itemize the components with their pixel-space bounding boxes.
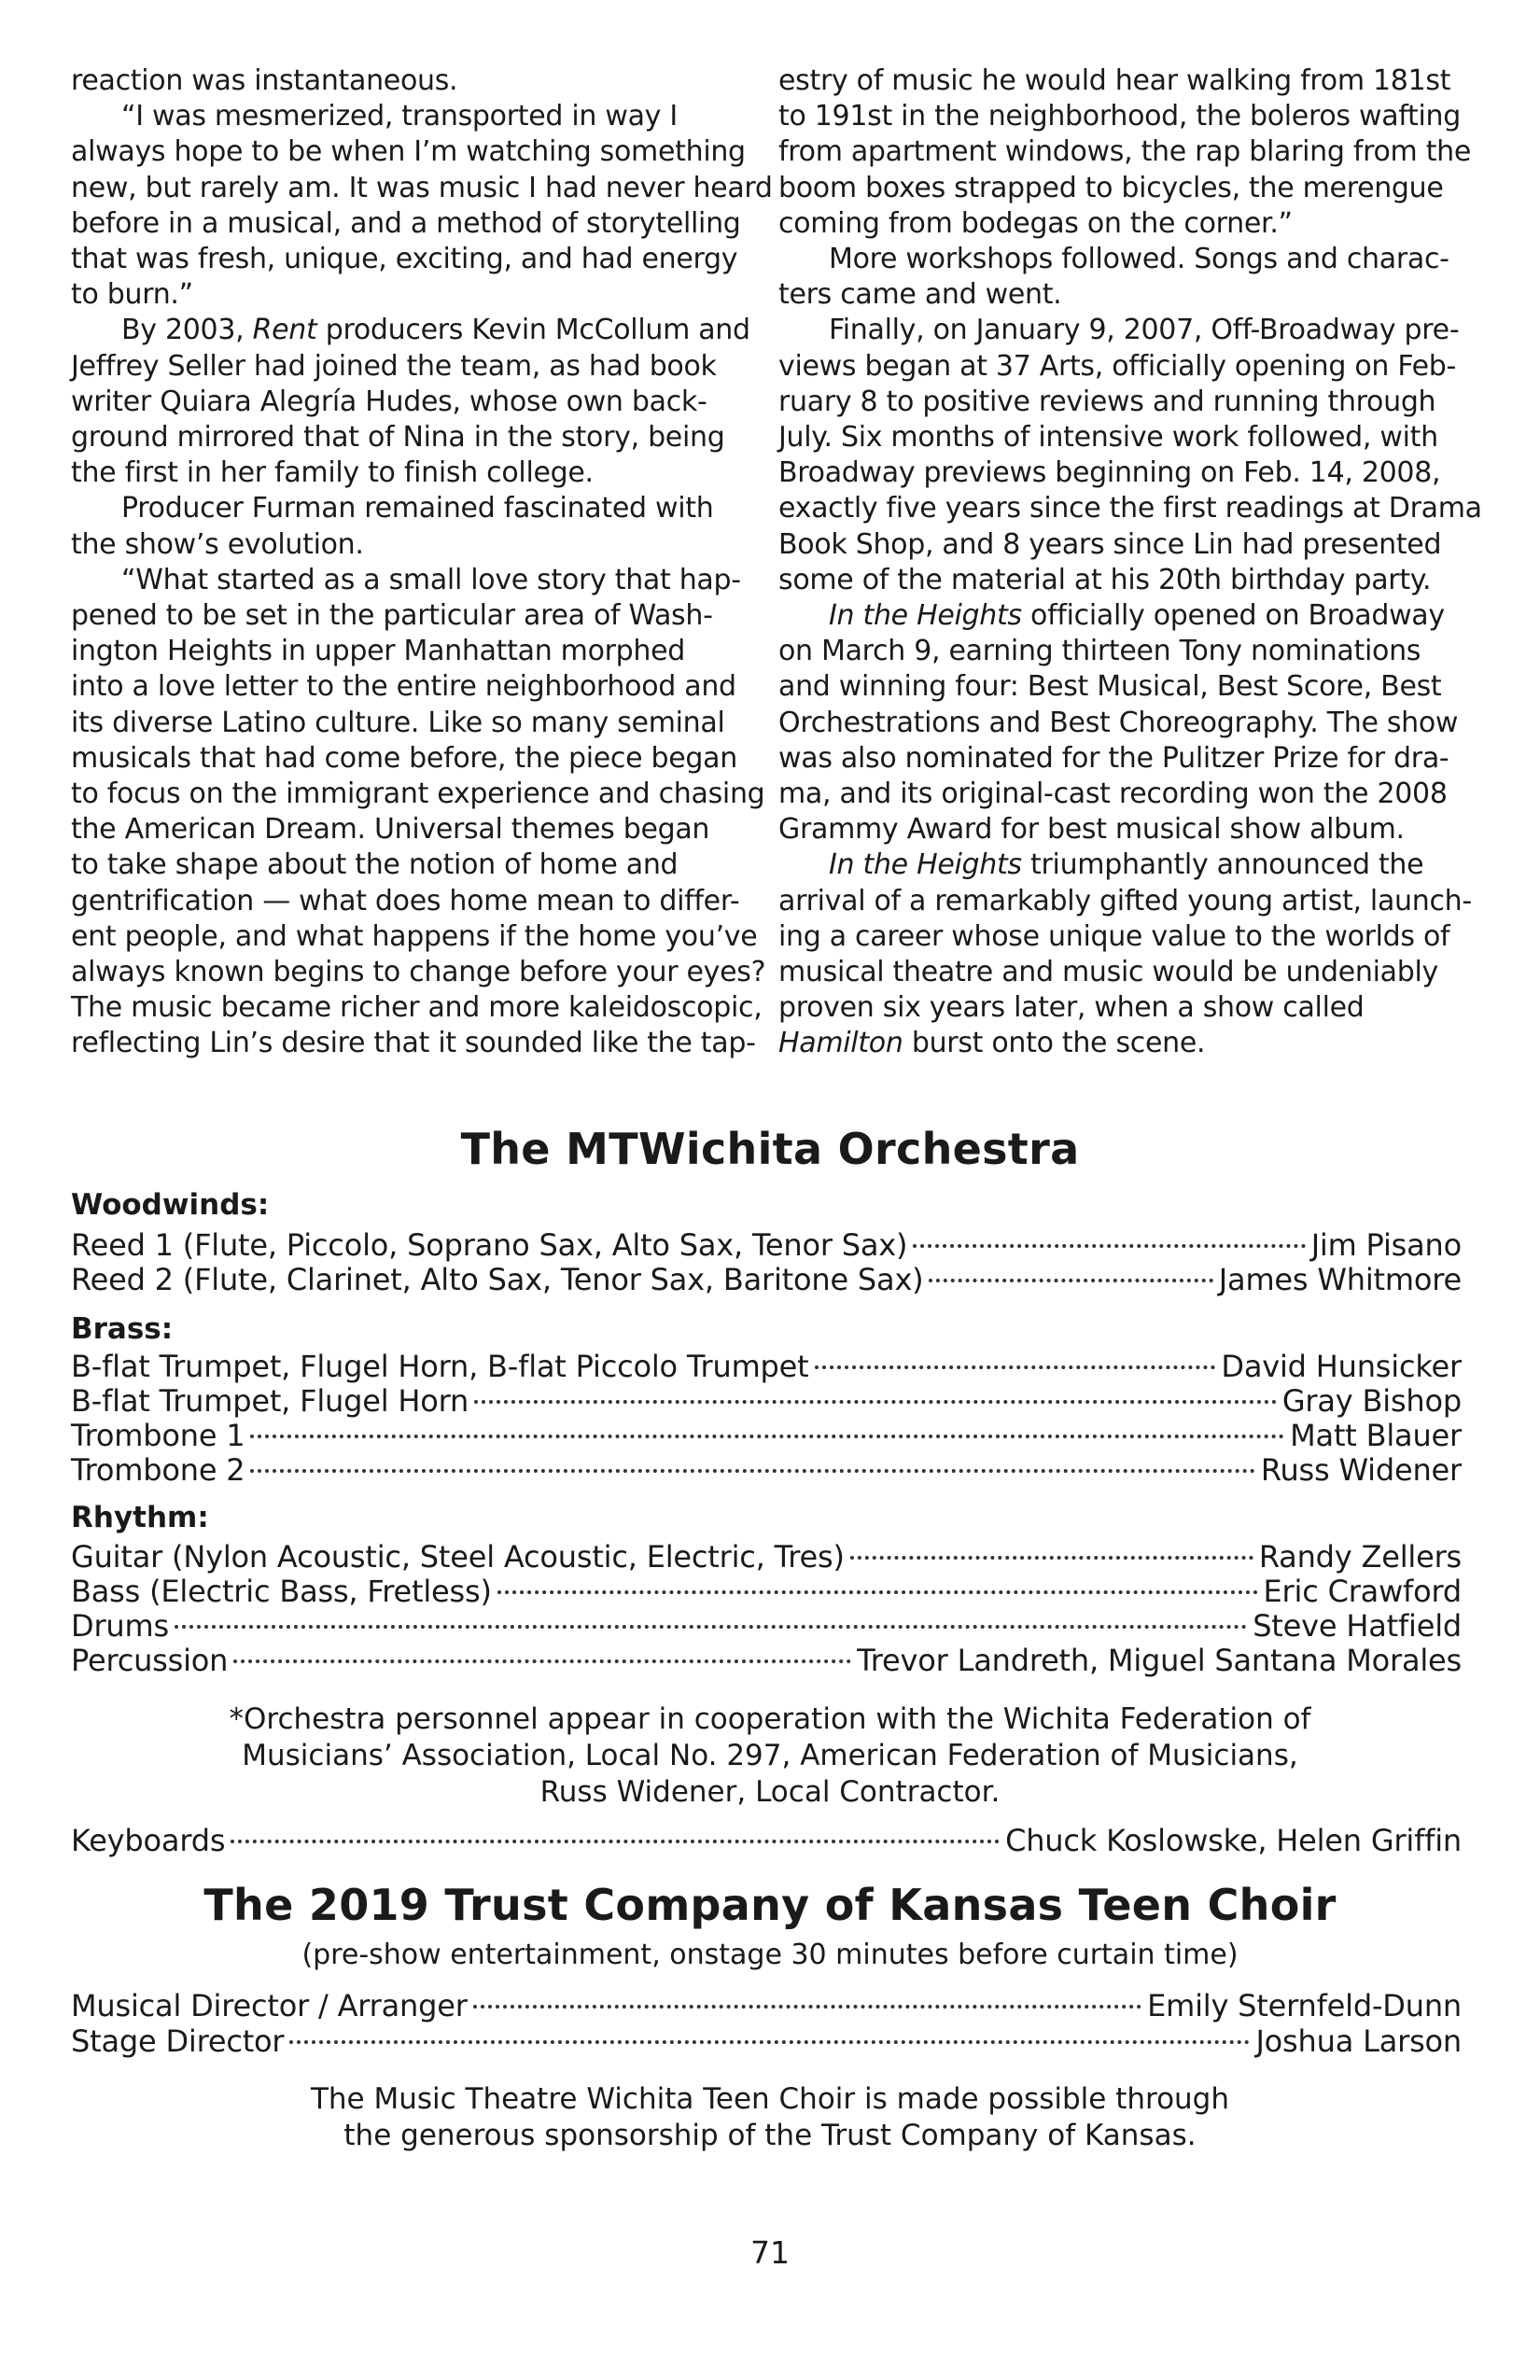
article-line: More workshops followed. Songs and charac- [829, 243, 1449, 276]
article-line: views began at 37 Arts, officially opening on Feb- [778, 349, 1457, 383]
roster-row [71, 1383, 1462, 1419]
roster-name: Matt Blauer [1290, 1418, 1462, 1453]
roster-role: Trombone 2 [71, 1452, 245, 1488]
page-number: 71 [750, 2234, 790, 2271]
roster-name: Gray Bishop [1281, 1383, 1462, 1419]
article-line: before in a musical, and a method of storytelling [71, 206, 741, 240]
article-line: writer Quiara Alegría Hudes, whose own back- [71, 385, 707, 418]
article-line: Finally, on January 9, 2007, Off-Broadway pre- [829, 314, 1460, 347]
article-line: ington Heights in upper Manhattan morphed [71, 635, 686, 668]
roster-name: Steve Hatfield [1253, 1608, 1462, 1644]
article-line: July. Six months of intensive work followed, with [778, 421, 1438, 455]
roster-row [71, 1988, 1462, 2023]
article-line: The music became richer and more kaleidoscopic, [71, 991, 763, 1025]
article-line: some of the material at his 20th birthday party. [778, 563, 1432, 596]
article-line: proven six years later, when a show called [778, 991, 1365, 1025]
roster-role: Keyboards [71, 1823, 226, 1858]
roster-row [71, 1418, 1462, 1453]
article-line: always hope to be when I’m watching something [71, 135, 746, 169]
article-line [778, 847, 1467, 883]
roster-role: Stage Director [71, 2023, 285, 2059]
show-title-rent: Rent [252, 314, 317, 347]
leader-dots [231, 1840, 1000, 1843]
article-line: the show’s evolution. [71, 527, 364, 561]
roster-name: Joshua Larson [1255, 2023, 1462, 2059]
article-line: reaction was instantaneous. [71, 64, 458, 97]
brass-heading: Brass: [71, 1312, 174, 1346]
article-line: was also nominated for the Pulitzer Prize for dra- [778, 741, 1449, 775]
note-line: Musicians’ Association, Local No. 297, American Federation of Musicians, [242, 1739, 1298, 1772]
article-line: and winning four: Best Musical, Best Score, Best [778, 670, 1442, 704]
article-line: reflecting Lin’s desire that it sounded like the tap- [71, 1027, 756, 1060]
leader-dots [250, 1435, 1284, 1438]
roster-name: David Hunsicker [1221, 1349, 1462, 1384]
roster-role: B-flat Trumpet, Flugel Horn, B-flat Piccolo Trumpet [71, 1349, 809, 1384]
show-title-hamilton: Hamilton [778, 1027, 903, 1060]
choir-subtitle: (pre-show entertainment, onstage 30 minutes before curtain time) [301, 1939, 1239, 1971]
choir-title: The 2019 Trust Company of Kansas Teen Choir [203, 1880, 1337, 1930]
article-line [778, 598, 1467, 634]
article-line: its diverse Latino culture. Like so many seminal [71, 706, 725, 739]
note-line: *Orchestra personnel appear in cooperation with the Wichita Federation of [229, 1702, 1311, 1736]
article-line: into a love letter to the entire neighborhood and [71, 670, 736, 704]
article-line: Orchestrations and Best Choreography. The show [778, 706, 1459, 739]
article-line: to 191st in the neighborhood, the boleros wafting [778, 100, 1461, 133]
roster-name: Emily Sternfeld-Dunn [1147, 1988, 1462, 2023]
show-title-in-the-heights: In the Heights [829, 599, 1022, 633]
roster-role: Reed 1 (Flute, Piccolo, Soprano Sax, Alto Sax, Tenor Sax) [71, 1227, 908, 1263]
roster-row [71, 1574, 1462, 1609]
article-text: officially opened on Broadway [1030, 599, 1445, 633]
leader-dots [175, 1625, 1247, 1629]
roster-row [71, 1539, 1462, 1575]
article-line: from apartment windows, the rap blaring from the [778, 135, 1472, 169]
roster-name: Randy Zellers [1258, 1539, 1462, 1575]
roster-row [71, 1452, 1462, 1488]
roster-row [71, 1262, 1462, 1297]
woodwinds-heading: Woodwinds: [71, 1188, 270, 1222]
article-line: “I was mesmerized, transported in way I [121, 100, 678, 133]
article-line: ent people, and what happens if the home you’ve [71, 919, 758, 953]
leader-dots [929, 1279, 1212, 1282]
article-line: to take shape about the notion of home and [71, 848, 679, 882]
article-line: the first in her family to finish college. [71, 456, 594, 490]
roster-name: Chuck Koslowske, Helen Griffin [1005, 1823, 1462, 1858]
leader-dots [850, 1556, 1253, 1560]
rhythm-heading: Rhythm: [71, 1501, 209, 1534]
article-line: ing a career whose unique value to the worlds of [778, 919, 1450, 953]
article-line [778, 1026, 1467, 1061]
roster-row [71, 1643, 1462, 1678]
orchestra-title: The MTWichita Orchestra [460, 1124, 1080, 1174]
article-line: exactly five years since the first readings at Drama [778, 492, 1482, 525]
orchestra-union-note [0, 1701, 1540, 1811]
roster-role: Trombone 1 [71, 1418, 245, 1453]
roster-row [71, 1227, 1462, 1263]
note-line: Russ Widener, Local Contractor. [539, 1775, 1001, 1809]
leader-dots [913, 1244, 1305, 1248]
roster-row [71, 1349, 1462, 1384]
article-line: new, but rarely am. It was music I had never heard [71, 171, 773, 204]
article-line: ground mirrored that of Nina in the story, being [71, 421, 725, 455]
article-text: triumphantly announced the [1030, 848, 1424, 882]
roster-row [71, 1608, 1462, 1644]
article-line: boom boxes strapped to bicycles, the merengue [778, 171, 1444, 204]
roster-name: Russ Widener [1260, 1452, 1462, 1488]
roster-row [71, 1823, 1462, 1858]
leader-dots [474, 1400, 1277, 1404]
article-column-right [778, 63, 1482, 1062]
article-column-left [71, 63, 773, 1062]
roster-row [71, 2023, 1462, 2059]
leader-dots [497, 1590, 1258, 1594]
article-line [71, 313, 752, 348]
leader-dots [233, 1659, 851, 1663]
roster-role: Drums [71, 1608, 169, 1644]
leader-dots [289, 2040, 1250, 2044]
article-line: musical theatre and music would be undeniably [778, 956, 1438, 989]
article-line: “What started as a small love story that hap- [121, 563, 741, 596]
leader-dots [815, 1365, 1216, 1369]
article-line: arrival of a remarkably gifted young artist, launch- [778, 884, 1472, 917]
article-line: the American Dream. Universal themes began [71, 813, 710, 847]
roster-role: B-flat Trumpet, Flugel Horn [71, 1383, 469, 1419]
roster-role: Bass (Electric Bass, Fretless) [71, 1574, 492, 1609]
choir-sponsor-note [0, 2081, 1540, 2154]
article-line: ma, and its original-cast recording won the 2008 [778, 777, 1448, 811]
article-line: coming from bodegas on the corner.” [778, 206, 1293, 240]
article-line: Producer Furman remained fascinated with [121, 492, 714, 525]
article-line: Jeffrey Seller had joined the team, as had book [71, 349, 717, 383]
roster-role: Percussion [71, 1643, 229, 1678]
article-line: Book Shop, and 8 years since Lin had presented [778, 527, 1442, 561]
roster-name: James Whitmore [1218, 1262, 1462, 1297]
article-line: Grammy Award for best musical show album. [778, 813, 1405, 847]
leader-dots [473, 2005, 1141, 2009]
article-line: on March 9, earning thirteen Tony nominations [778, 635, 1421, 668]
article-line: pened to be set in the particular area of Wash- [71, 599, 713, 633]
article-line: musicals that had come before, the piece began [71, 741, 737, 775]
article-line: estry of music he would hear walking from 181st [778, 64, 1451, 97]
article-line: gentrification — what does home mean to differ- [71, 884, 740, 917]
article-line: to burn.” [71, 278, 193, 312]
roster-role: Musical Director / Arranger [71, 1988, 468, 2023]
article-line: ruary 8 to positive reviews and running through [778, 385, 1436, 418]
note-line: the generous sponsorship of the Trust Company of Kansas. [343, 2119, 1197, 2152]
leader-dots [250, 1469, 1254, 1473]
article-line: to focus on the immigrant experience and chasing [71, 777, 765, 811]
roster-name: Eric Crawford [1263, 1574, 1462, 1609]
note-line: The Music Theatre Wichita Teen Choir is made possible through [310, 2082, 1230, 2116]
roster-name: Trevor Landreth, Miguel Santana Morales [857, 1643, 1462, 1678]
article-text: burst onto the scene. [911, 1027, 1206, 1060]
article-text: By 2003, [121, 314, 245, 347]
article-text: producers Kevin McCollum and [325, 314, 750, 347]
article-line: Broadway previews beginning on Feb. 14, 2008, [778, 456, 1441, 490]
roster-name: Jim Pisano [1310, 1227, 1462, 1263]
roster-role: Reed 2 (Flute, Clarinet, Alto Sax, Tenor Sax, Baritone Sax) [71, 1262, 924, 1297]
article-line: always known begins to change before your eyes? [71, 956, 766, 989]
roster-role: Guitar (Nylon Acoustic, Steel Acoustic, Electric, Tres) [71, 1539, 845, 1575]
article-line: that was fresh, unique, exciting, and had energy [71, 243, 738, 276]
show-title-in-the-heights: In the Heights [829, 848, 1022, 882]
article-line: ters came and went. [778, 278, 1062, 312]
